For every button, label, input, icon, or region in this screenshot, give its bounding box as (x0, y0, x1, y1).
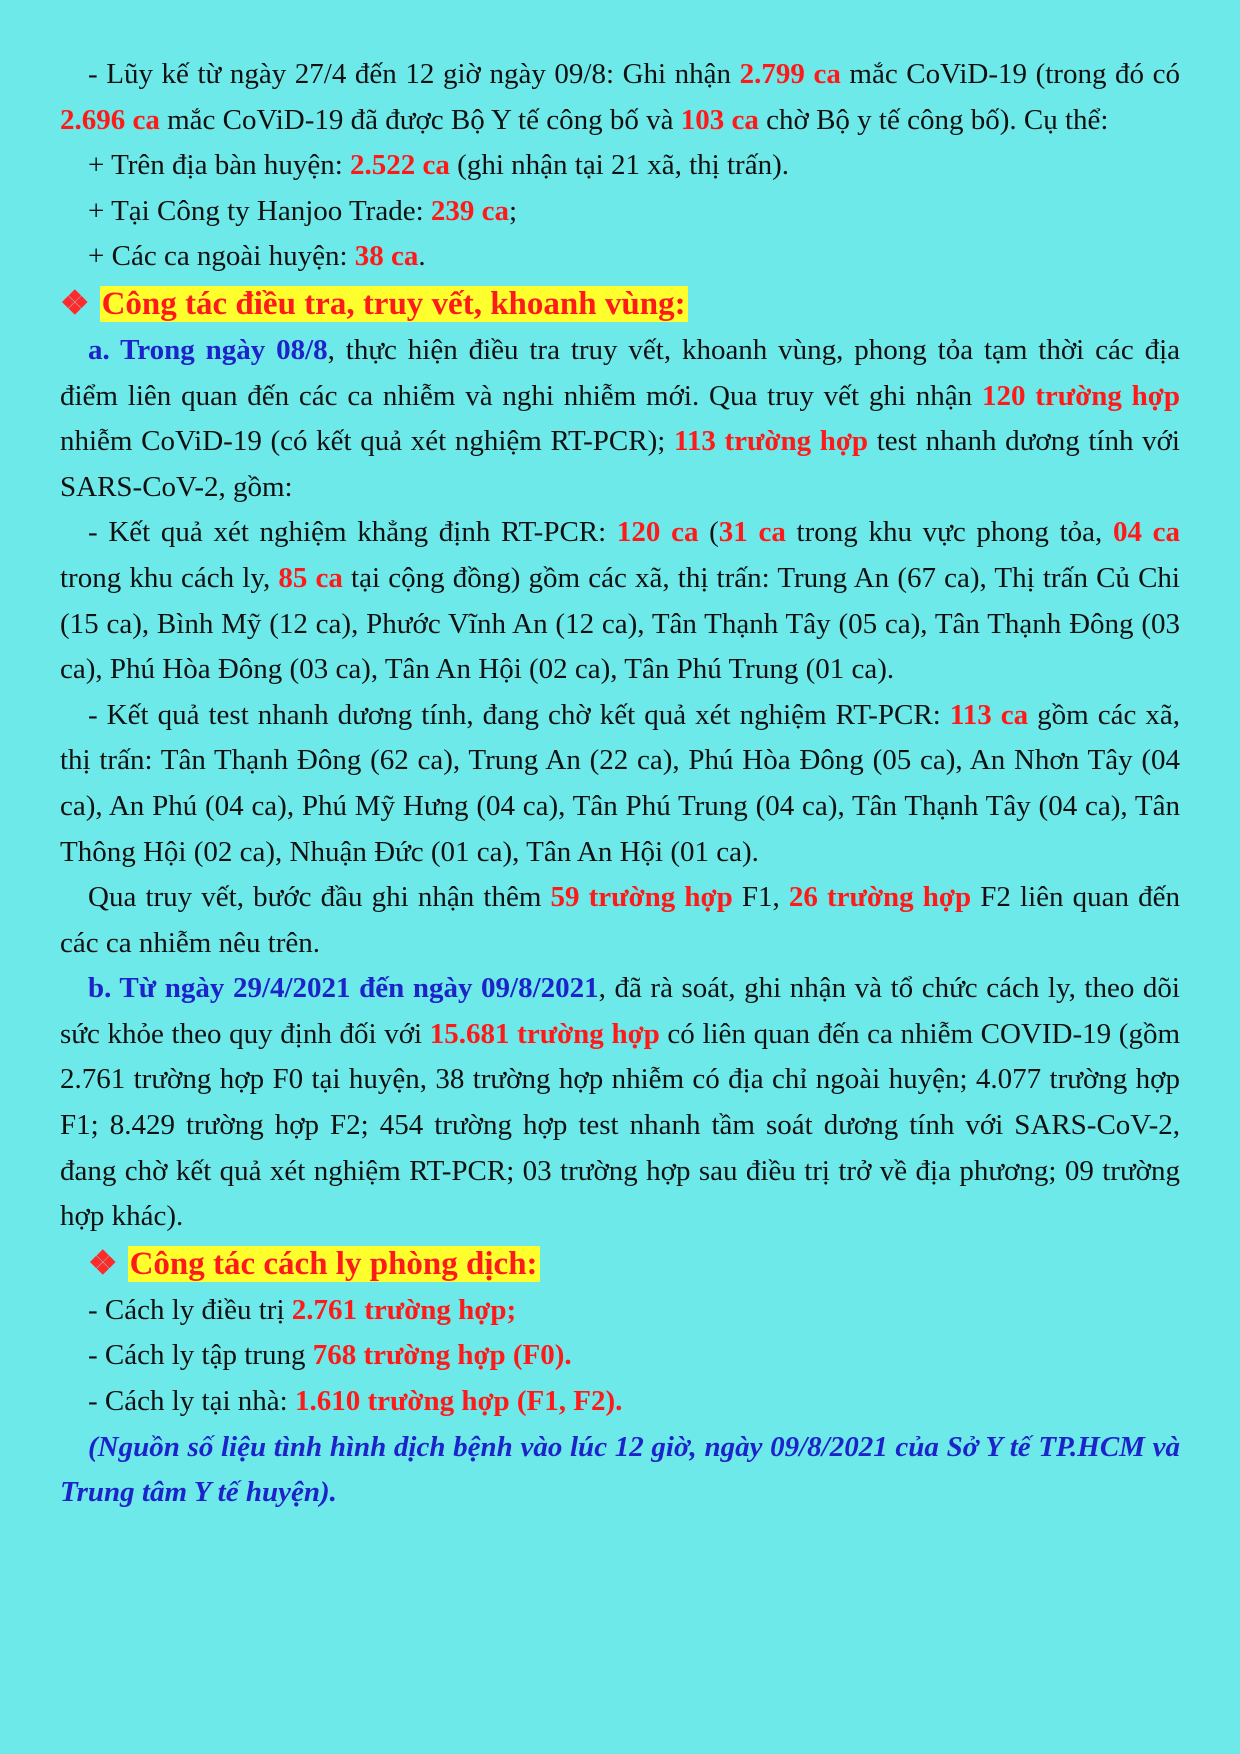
summary-text: mắc CoViD-19 đã được Bộ Y tế công bố và (159, 103, 681, 136)
paragraph-text: ( (698, 516, 719, 549)
announced-cases: 2.696 ca (60, 103, 160, 136)
total-cases: 2.799 ca (739, 58, 841, 90)
isolation-count: 04 ca (1112, 516, 1180, 549)
item-value: 38 ca (354, 240, 419, 273)
item-note: ; (509, 194, 518, 227)
paragraph-label: b. Từ ngày 29/4/2021 đến ngày 09/8/2021 (88, 972, 599, 1005)
item-value: 239 ca (430, 194, 509, 227)
item-value: 2.761 trường hợp; (291, 1293, 517, 1326)
paragraph-text: test nhanh dương tính với SARS-CoV-2, gồm: (60, 425, 1180, 503)
paragraph-text: trong khu cách ly, (60, 561, 279, 594)
paragraph-text: có liên quan đến ca nhiễm COVID-19 (gồm 2.761 trường hợp F0 tại huyện, 38 trường hợp nhiễm có địa chỉ ngoài huyện; 4.077 trường hợp F1; 8.429 trường hợp F2; 454 trường hợp test nhanh tầm soát dương tính với SARS-CoV-2, đang chờ kết quả xét nghiệm RT-PCR; 03 trường hợp sau điều trị trở về địa phương; 09 trường hợp khác). (60, 1017, 1181, 1233)
quarantine-item-home (60, 1379, 1180, 1425)
pcr-results (60, 510, 1180, 692)
paragraph-text: tại cộng đồng) gồm các xã, thị trấn: Trung An (67 ca), Thị trấn Củ Chi (15 ca), Bình Mỹ (12 ca), Phước Vĩnh An (12 ca), Tân Thạnh Tây (05 ca), Tân Thạnh Đông (03 ca), Phú Hòa Đông (03 ca), Tân An Hội (02 ca), Tân Phú Trung (01 ca). (60, 561, 1180, 686)
item-label: + Các ca ngoài huyện: (88, 240, 355, 273)
item-value: 1.610 trường hợp (F1, F2). (294, 1385, 623, 1418)
paragraph-text: trong khu vực phong tỏa, (785, 516, 1113, 549)
item-value: 2.522 ca (350, 149, 450, 182)
paragraph-a (60, 328, 1180, 510)
community-count: 85 ca (278, 561, 343, 594)
item-note: . (418, 240, 426, 273)
rapid-total: 113 ca (949, 698, 1029, 731)
lockdown-count: 31 ca (718, 516, 786, 549)
item-label: - Cách ly tập trung (88, 1339, 313, 1372)
rapid-count: 113 trường hợp (673, 425, 869, 458)
paragraph-b (60, 966, 1180, 1240)
item-label: + Tại Công ty Hanjoo Trade: (88, 194, 431, 227)
summary-item-district (60, 143, 1180, 189)
quarantine-item-centralized (60, 1333, 1180, 1379)
pcr-count: 120 trường hợp (981, 379, 1180, 412)
f2-count: 26 trường hợp (788, 881, 972, 914)
item-value: 768 trường hợp (F0). (312, 1339, 572, 1372)
quarantine-item-treatment (60, 1288, 1180, 1334)
summary-text: mắc CoViD-19 (trong đó có (840, 58, 1180, 90)
section-title: Công tác cách ly phòng dịch: (129, 1245, 538, 1282)
paragraph-text: - Kết quả test nhanh dương tính, đang chờ kết quả xét nghiệm RT-PCR: (88, 698, 950, 731)
section-heading-investigation (60, 280, 1180, 328)
summary-item-outside (60, 234, 1180, 280)
total-monitored: 15.681 trường hợp (429, 1017, 660, 1050)
item-label: - Cách ly tại nhà: (88, 1385, 295, 1418)
pending-cases: 103 ca (680, 103, 759, 136)
diamond-bullet-icon: ❖ (60, 285, 90, 322)
item-label: + Trên địa bàn huyện: (88, 149, 351, 182)
paragraph-text: F1, (732, 881, 789, 914)
pcr-total: 120 ca (616, 516, 699, 549)
paragraph-text: Qua truy vết, bước đầu ghi nhận thêm (88, 881, 551, 914)
summary-text: - Lũy kế từ ngày 27/4 đến 12 giờ ngày 09/8: Ghi nhận (88, 58, 740, 90)
item-label: - Cách ly điều trị (88, 1293, 292, 1326)
summary-text: chờ Bộ y tế công bố). Cụ thể: (758, 103, 1109, 136)
item-note: (ghi nhận tại 21 xã, thị trấn). (449, 149, 789, 182)
section-title: Công tác điều tra, truy vết, khoanh vùng: (101, 285, 686, 322)
paragraph-text: , đã rà soát, ghi nhận và tổ chức cách ly, theo dõi sức khỏe theo quy định đối với (60, 972, 1180, 1050)
section-heading-quarantine (60, 1240, 1180, 1288)
paragraph-text: F2 liên quan đến các ca nhiễm nêu trên. (60, 881, 1181, 959)
diamond-bullet-icon: ❖ (88, 1245, 118, 1282)
paragraph-label: a. Trong ngày 08/8 (88, 333, 328, 366)
cumulative-summary (60, 52, 1180, 143)
document-page (60, 52, 1180, 1516)
paragraph-text: nhiễm CoViD-19 (có kết quả xét nghiệm RT-PCR); (60, 425, 674, 458)
paragraph-text: , thực hiện điều tra truy vết, khoanh vùng, phong tỏa tạm thời các địa điểm liên quan đến các ca nhiễm và nghi nhiễm mới. Qua truy vết ghi nhận (60, 333, 1181, 412)
paragraph-text: gồm các xã, thị trấn: Tân Thạnh Đông (62 ca), Trung An (22 ca), Phú Hòa Đông (05 ca), An Nhơn Tây (04 ca), An Phú (04 ca), Phú Mỹ Hưng (04 ca), Tân Phú Trung (04 ca), Tân Thạnh Tây (04 ca), Tân Thông Hội (02 ca), Nhuận Đức (01 ca), Tân An Hội (01 ca). (60, 698, 1181, 868)
data-source-note: (Nguồn số liệu tình hình dịch bệnh vào lúc 12 giờ, ngày 09/8/2021 của Sở Y tế TP.HCM và Trung tâm Y tế huyện). (60, 1430, 1180, 1509)
paragraph-text: - Kết quả xét nghiệm khẳng định RT-PCR: (88, 516, 617, 549)
rapid-results (60, 693, 1180, 875)
f1-count: 59 trường hợp (550, 881, 733, 914)
trace-results (60, 875, 1180, 966)
summary-item-company (60, 189, 1180, 235)
